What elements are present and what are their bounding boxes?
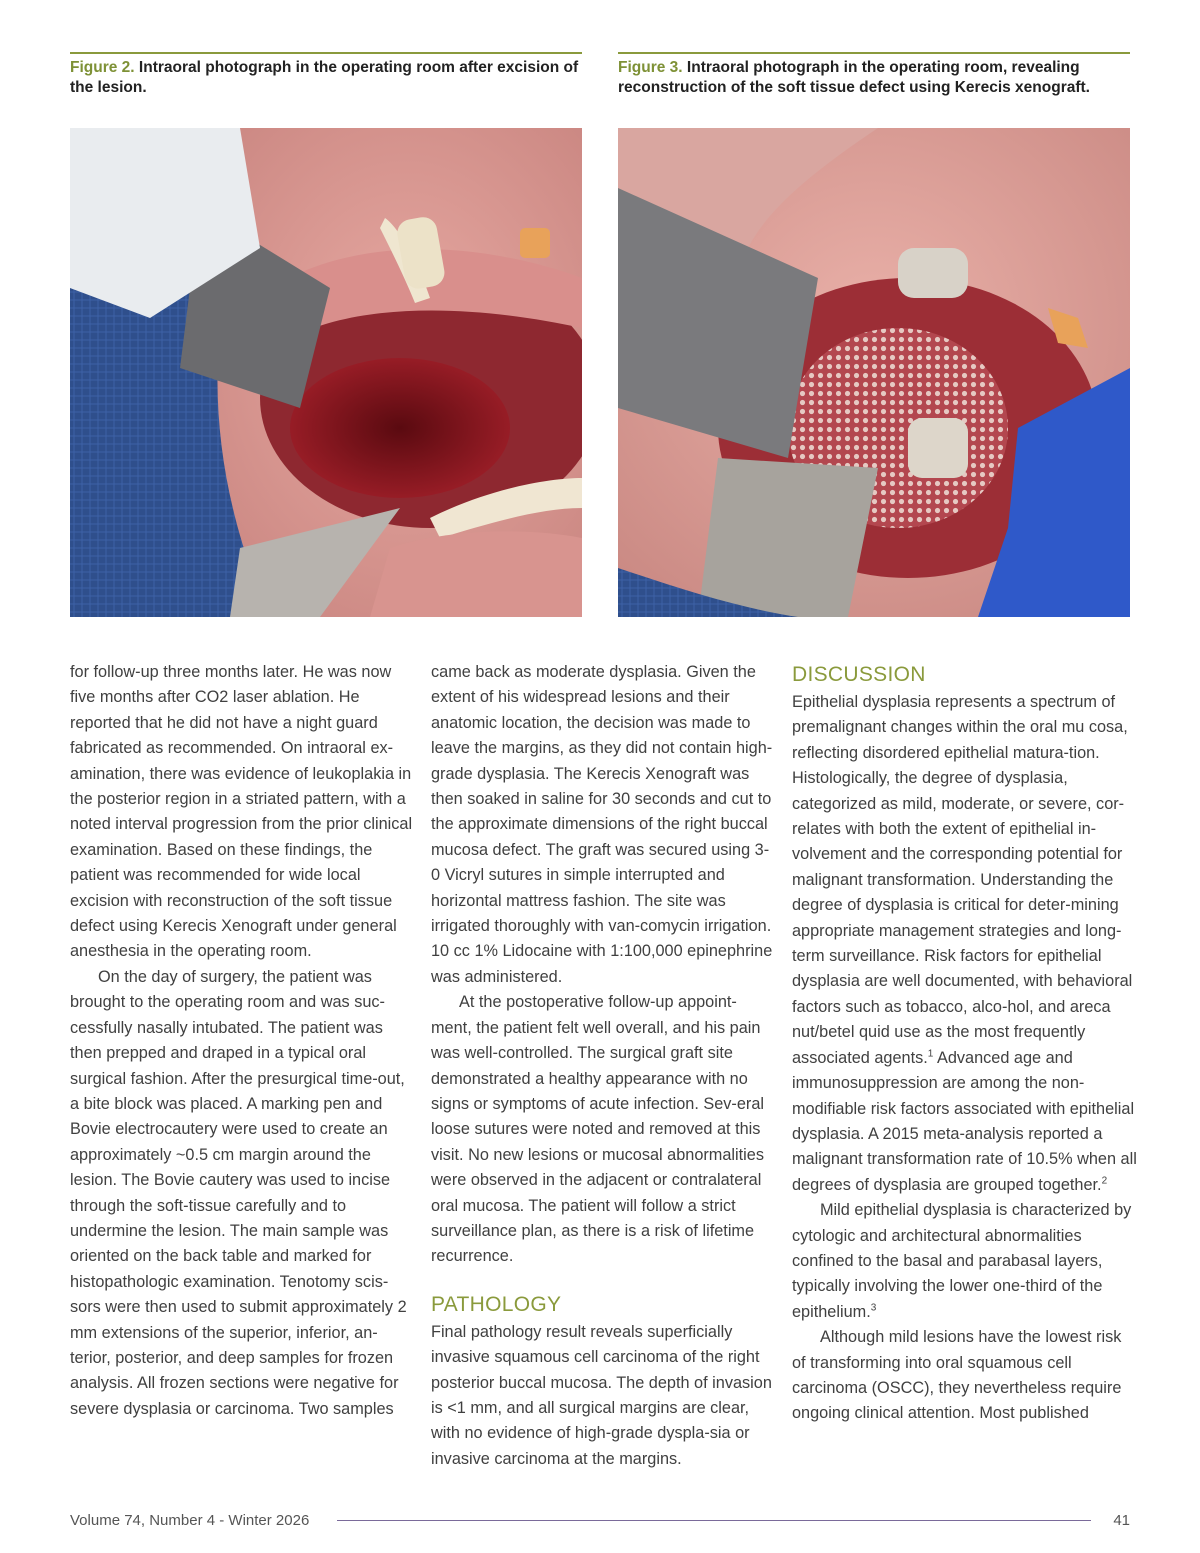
figure-3-caption-text: Intraoral photograph in the operating room, revealing reconstruction of the soft tissue defect using Kerecis xenograft. xyxy=(618,59,1090,96)
column-3-paragraph-2 xyxy=(792,1198,1137,1325)
column-2-paragraph-2: At the postoperative follow-up appoint-ment, the patient felt well overall, and his pain was well-controlled. The surgical graft site demonstrated a healthy appearance with no signs or symptoms of acute infection. Sev-eral loose sutures were noted and removed at this visit. No new lesions or mucosal abnormalities were observed in the adjacent or contralateral oral mucosa. The patient will follow a strict surveillance plan, as there is a risk of lifetime recurrence. xyxy=(431,993,765,1266)
figure-3-photo xyxy=(618,128,1130,617)
figure-2-caption-block xyxy=(70,52,582,98)
column-1-paragraph-1: for follow-up three months later. He was now five months after CO2 laser ablation. He reported that he did not have a night guard fabricated as recommended. On intraoral ex-amination, there was evidence of leukoplakia in the posterior region in a striated pattern, with a noted interval progression from the prior clinical examination. Based on these findings, the patient was recommended for wide local excision with reconstruction of the soft tissue defect using Kerecis Xenograft under general anesthesia in the operating room. xyxy=(70,663,413,961)
column-3-paragraph-1-text: Epithelial dysplasia represents a spectrum of premalignant changes within the oral mu cosa, reflecting disordered epithelial matura-tion. Histologically, the degree of dysplasia, categorized as mild, moderate, or severe, cor-relates with both the extent of epithelial in-volvement and the corresponding potential for malignant transformation. Understanding the degree of dysplasia is critical for deter-mining appropriate management strategies and long-term surveillance. Risk factors for epithelial dysplasia are well documented, with behavioral factors such as tobacco, alco-hol, and areca nut/betel quid use as the most frequently associated agents. xyxy=(792,693,1133,1067)
footer-rule xyxy=(337,1520,1091,1521)
figure-2-caption-text: Intraoral photograph in the operating room after excision of the lesion. xyxy=(70,59,579,96)
figure-2-photo xyxy=(70,128,582,617)
column-3-paragraph-1 xyxy=(792,690,1137,1198)
figure-3-caption-block xyxy=(618,52,1130,98)
figure-3-label: Figure 3. xyxy=(618,59,683,76)
figure-3-rule xyxy=(618,52,1130,54)
column-3-paragraph-1-continued: Advanced age and immunosuppression are among the non-modifiable risk factors associated with epithelial dysplasia. A 2015 meta-analysis reported a malignant transformation rate of 10.5% when all degrees of dysplasia are grouped together. xyxy=(792,1048,1137,1194)
footer-issue: Volume 74, Number 4 - Winter 2026 xyxy=(70,1511,310,1529)
reference-2: 2 xyxy=(1101,1175,1108,1187)
column-2 xyxy=(431,660,776,1472)
reference-3: 3 xyxy=(870,1302,877,1314)
page-number: 41 xyxy=(1113,1511,1130,1529)
column-3 xyxy=(792,662,1137,1427)
figure-2-caption xyxy=(70,58,582,98)
figure-3-caption xyxy=(618,58,1130,98)
discussion-heading: DISCUSSION xyxy=(792,663,926,686)
pathology-heading: PATHOLOGY xyxy=(431,1292,562,1316)
column-1 xyxy=(70,660,415,1422)
figure-2-rule xyxy=(70,52,582,54)
page-footer xyxy=(70,1508,1130,1532)
figure-2-label: Figure 2. xyxy=(70,59,135,76)
column-2-paragraph-1: came back as moderate dysplasia. Given the extent of his widespread lesions and their anatomic location, the decision was made to leave the margins, as they did not contain high-grade dysplasia. The Kerecis Xenograft was then soaked in saline for 30 seconds and cut to the approximate dimensions of the right buccal mucosa defect. The graft was secured using 3-0 Vicryl sutures in simple interrupted and horizontal mattress fashion. The site was irrigated thoroughly with van-comycin irrigation. 10 cc 1% Lidocaine with 1:100,000 epinephrine was administered. xyxy=(431,663,773,986)
column-3-paragraph-3: Although mild lesions have the lowest risk of transforming into oral squamous cell carcinoma (OSCC), they nevertheless require ongoing clinical attention. Most published xyxy=(792,1328,1122,1423)
column-2-paragraph-3: Final pathology result reveals superficially invasive squamous cell carcinoma of the right posterior buccal mucosa. The depth of invasion is <1 mm, and all surgical margins are clear, with no evidence of high-grade dyspla-sia or invasive carcinoma at the margins. xyxy=(431,1322,772,1468)
column-1-paragraph-2: On the day of surgery, the patient was brought to the operating room and was suc-cessfully nasally intubated. The patient was then prepped and draped in a typical oral surgical fashion. After the presurgical time-out, a bite block was placed. A marking pen and Bovie electrocautery were used to create an approximately ~0.5 cm margin around the lesion. The Bovie cautery was used to incise through the soft-tissue carefully and to undermine the lesion. The main sample was oriented on the back table and marked for histopathologic examination. Tenotomy scis-sors were then used to submit approximately 2 mm extensions of the superior, inferior, an-terior, posterior, and deep samples for frozen analysis. All frozen sections were negative for severe dysplasia or carcinoma. Two samples xyxy=(70,967,407,1418)
column-3-paragraph-2-text: Mild epithelial dysplasia is characterized by cytologic and architectural abnormalities confined to the basal and parabasal layers, typically involving the lower one-third of the epithelium. xyxy=(792,1201,1132,1321)
reference-1: 1 xyxy=(927,1048,934,1060)
